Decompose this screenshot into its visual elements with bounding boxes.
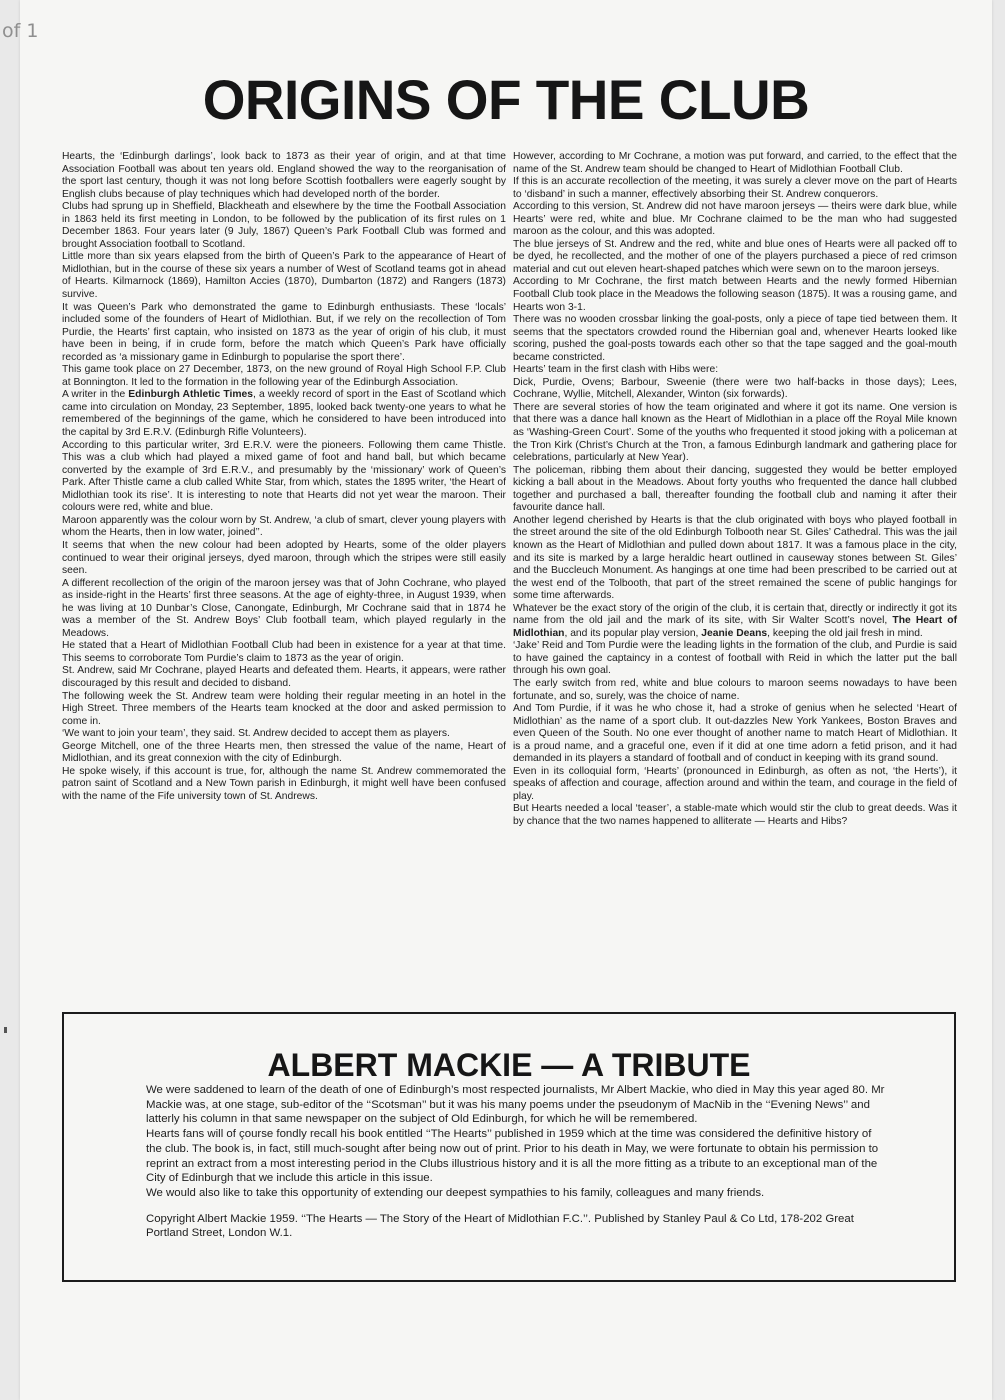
paragraph: There was no wooden crossbar linking the goal-posts, only a piece of tape tied between them. It seems that the spectators crowded round the Hibernian goal and, whenever Hearts looked like scoring, pushed the goal-posts towards each other so that the tape sagged and the goal-mouth became constricted. [513,314,957,363]
tribute-body [146,1083,886,1241]
paragraph: A different recollection of the origin of the maroon jersey was that of John Cochrane, who played as inside-right in the Hearts’ first three seasons. At the age of eighty-three, in August 1939, when he was living at 10 Dunbar’s Close, Canongate, Edinburgh, Mr Cochrane said that in 1874 he was a member of the St. Andrew Boys’ Club football team, which played regularly in the Meadows. [62,577,506,639]
paragraph: But Hearts needed a local ‘teaser’, a stable-mate which would stir the club to great deeds. Was it by chance that the two names happened to alliterate — Hearts and Hibs? [513,803,957,827]
paragraph: Hearts, the ‘Edinburgh darlings’, look back to 1873 as their year of origin, and at that time Association Football was about ten years old. England showed the way to the reorganisation of the sport last century, though it was not long before Scottish footballers were eagerly sought by English clubs because of play techniques which had developed north of the border. [62,151,506,200]
tribute-paragraph: Hearts fans will of çourse fondly recall his book entitled ‘‘The Hearts’’ published in 1959 which at the time was considered the definitive history of the club. The book is, in fact, still much-sought after being now out of print. Prior to his death in May, we were fortunate to obtain his permission to reprint an extract from a most interesting period in the Clubs illustrious history and it is all the more fitting as a tribute to an exceptional man of the City of Edinburgh that we include this article in this issue. [146,1128,879,1185]
paragraph: George Mitchell, one of the three Hearts men, then stressed the value of the name, Heart of Midlothian, and its great connexion with the city of Edinburgh. [62,740,506,765]
paragraph: There are several stories of how the team originated and where it got its name. One version is that there was a dance hall known as the Heart of Midlothian in a place off the Royal Mile known as ‘Washing-Green Court’. Some of the youths who frequented it stood joking with a policeman at the Tron Kirk (Christ’s Church at the Tron, a famous Edinburgh landmark and gathering place for celebrations, particularly at New Year). [513,401,957,464]
paragraph: The blue jerseys of St. Andrew and the red, white and blue ones of Hearts were all packed off to be dyed, he recollected, and the mother of one of the players purchased a piece of red crimson material and cut out eleven heart-shaped patches which were sewn on to the maroon jerseys. [513,238,957,275]
paragraph: Clubs had sprung up in Sheffield, Blackheath and elsewhere by the time the Football Association in 1863 held its first meeting in London, to be followed by the publication of its first rules on 1 December 1863. Four years later (9 July, 1867) Queen’s Park Football Club was formed and brought Association football to Scotland. [62,201,506,250]
page-count-indicator: of 1 [2,20,39,42]
paragraph: ‘We want to join your team’, they said. St. Andrew decided to accept them as players. [62,728,450,740]
scan-mark [4,1027,7,1033]
paragraph: Little more than six years elapsed from the birth of Queen’s Park to the appearance of Heart of Midlothian, but in the course of these six years a number of West of Scotland teams got in ahead of Hearts. Kilmarnock (1869), Hamilton Accies (1870), Dumbarton (1872) and Rangers (1873) survive. [62,251,506,301]
tribute-paragraph: We would also like to take this opportunity of extending our deepest sympathies to his family, colleagues and many friends. [146,1186,765,1199]
article-right-column [513,151,957,829]
paragraph: ‘Jake’ Reid and Tom Purdie were the leading lights in the formation of the club, and Purdie is said to have gained the captaincy in a contest of football with Reid in which the latter put the ball through his own goal. [513,640,957,677]
paragraph: If this is an accurate recollection of the meeting, it was surely a clever move on the part of Hearts to ‘disband’ in such a manner, effectively absorbing their St. Andrew conquerors. [513,176,957,200]
paragraph: According to this version, St. Andrew did not have maroon jerseys — theirs were dark blue, while Hearts’ were red, white and blue. Mr Cochrane claimed to be the man who had suggested maroon as the colour, and this was adopted. [513,201,957,238]
paragraph: It was Queen’s Park who demonstrated the game to Edinburgh enthusiasts. These ‘locals’ included some of the founders of Heart of Midlothian. But, if we rely on the recollection of Tom Purdie, the Hearts’ first captain, who insisted on 1873 as the year of origin of his club, it must have been in being, if in crude form, before the match which Queen’s Park have officially recorded as ‘a missionary game in Edinburgh to popularise the sport there’. [62,301,506,363]
document-page [20,0,992,1400]
paragraph: According to Mr Cochrane, the first match between Hearts and the newly formed Hibernian Football Club took place in the Meadows the following season (1875). It was a rousing game, and Hearts won 3-1. [513,276,957,313]
paragraph: According to this particular writer, 3rd E.R.V. were the pioneers. Following them came Thistle. This was a club which had played a mixed game of foot and hand ball, but which became converted by the example of 3rd E.R.V., and presumably by the ‘missionary’ work of Queen’s Park. After Thistle came a club called White Star, from which, states the 1895 writer, ‘the Heart of Midlothian took its rise’. It is interesting to note that Hearts did not yet wear the maroon. Their colours were red, white and blue. [62,439,506,514]
paragraph: St. Andrew, said Mr Cochrane, played Hearts and defeated them. Hearts, it appears, were rather discouraged by this result and decided to disband. [62,665,506,689]
paragraph: Whatever be the exact story of the origin of the club, it is certain that, directly or indirectly it got its name from the old jail and the mark of its site, with Sir Walter Scott’s novel, The Heart of Midlothian, and its popular play version, Jeanie Deans, keeping the old jail fresh in mind. [513,602,957,639]
paragraph: He stated that a Heart of Midlothian Football Club had been in existence for a year at that time. This seems to corroborate Tom Purdie’s claim to 1873 as the year of origin. [62,640,506,664]
paragraph: The following week the St. Andrew team were holding their regular meeting in an hotel in the High Street. Three members of the Hearts team knocked at the door and asked permission to come in. [62,690,506,727]
paragraph: This game took place on 27 December, 1873, on the new ground of Royal High School F.P. Club at Bonnington. It led to the formation in the following year of the Edinburgh Association. [62,364,506,388]
article-title: ORIGINS OF THE CLUB [202,68,810,131]
copyright-notice: Copyright Albert Mackie 1959. ‘‘The Hearts — The Story of the Heart of Midlothian F.C.’’. Published by Stanley Paul & Co Ltd, 178-202 Great Portland Street, London W.1. [146,1212,854,1240]
paragraph: And Tom Purdie, if it was he who chose it, had a stroke of genius when he selected ‘Heart of Midlothian’ as the name of a sport club. It out-dazzles New York Yankees, Boston Braves and even Queen of the South. No one ever thought of another name to match Heart of Midlothian. It is a proud name, and a graceful one, even if it did at one time adorn a fetid prison, and it had demanded in its players a standard of football and of conduct in keeping with its grand sound. [513,703,957,765]
paragraph: The policeman, ribbing them about their dancing, suggested they would be better employed kicking a ball about in the Meadows. About forty youths who frequented the dance hall clubbed together and purchased a ball, thereafter founding the football club and naming it after their favourite dance hall. [513,464,957,514]
paragraph: It seems that when the new colour had been adopted by Hearts, some of the older players continued to wear their original jerseys, dyed maroon, through which the stripes were still easily seen. [62,539,506,577]
paragraph: Another legend cherished by Hearts is that the club originated with boys who played football in the street around the site of the old Edinburgh Tolbooth near St. Giles’ Cathedral. This was the jail known as the Heart of Midlothian and pulled down about 1817. It was a famous place in the city, and its site is marked by a large heraldic heart outlined in causeway stones between St. Giles’ and the Buccleuch Monument. As hangings at one time had been prescribed to be carried out at the west end of the Tolbooth, that part of the street remained the scene of public hangings for some time afterwards. [513,514,957,602]
paragraph: A writer in the Edinburgh Athletic Times, a weekly record of sport in the East of Scotland which came into circulation on Monday, 23 September, 1895, looked back twenty-one years to what he remembered of the beginnings of the game, which he considered to have been introduced into the capital by 3rd E.R.V. (Edinburgh Rifle Volunteers). [62,389,506,439]
paragraph: Hearts’ team in the first clash with Hibs were: [513,364,719,376]
paragraph: He spoke wisely, if this account is true, for, although the name St. Andrew commemorated the patron saint of Scotland and a New Town parish in Edinburgh, it might well have been confused with the name of the Fife university town of St. Andrews. [62,765,506,802]
paragraph: However, according to Mr Cochrane, a motion was put forward, and carried, to the effect that the name of the St. Andrew team should be changed to Heart of Midlothian Football Club. [513,151,957,175]
paragraph: Dick, Purdie, Ovens; Barbour, Sweenie (there were two half-backs in those days); Lees, Cochrane, Wyllie, Mitchell, Alexander, Winton (six forwards). [513,376,957,401]
paragraph: Maroon apparently was the colour worn by St. Andrew, ‘a club of smart, clever young players with whom the Hearts, then in low water, joined’’. [62,514,506,539]
tribute-title: ALBERT MACKIE — A TRIBUTE [267,1047,751,1083]
article-left-column [62,151,506,803]
tribute-paragraph: We were saddened to learn of the death of one of Edinburgh’s most respected journalists, Mr Albert Mackie, who died in May this year aged 80. Mr Mackie was, at one stage, sub-editor of the ‘‘Scotsman’’ but it was his many poems under the pseudonym of MacNib in the ‘‘Evening News’’ and latterly his column in that same newspaper on the subject of Old Edinburgh, for which he will be remembered. [146,1084,885,1126]
paragraph: The early switch from red, white and blue colours to maroon seems nowadays to have been fortunate, and so, surely, was the choice of name. [513,677,957,702]
tribute-box [62,1012,956,1282]
paragraph: Even in its colloquial form, ‘Hearts’ (pronounced in Edinburgh, as often as not, ‘the Herts’), it speaks of affection and courage, affection around and within the team, and courage in the field of play. [513,765,957,802]
